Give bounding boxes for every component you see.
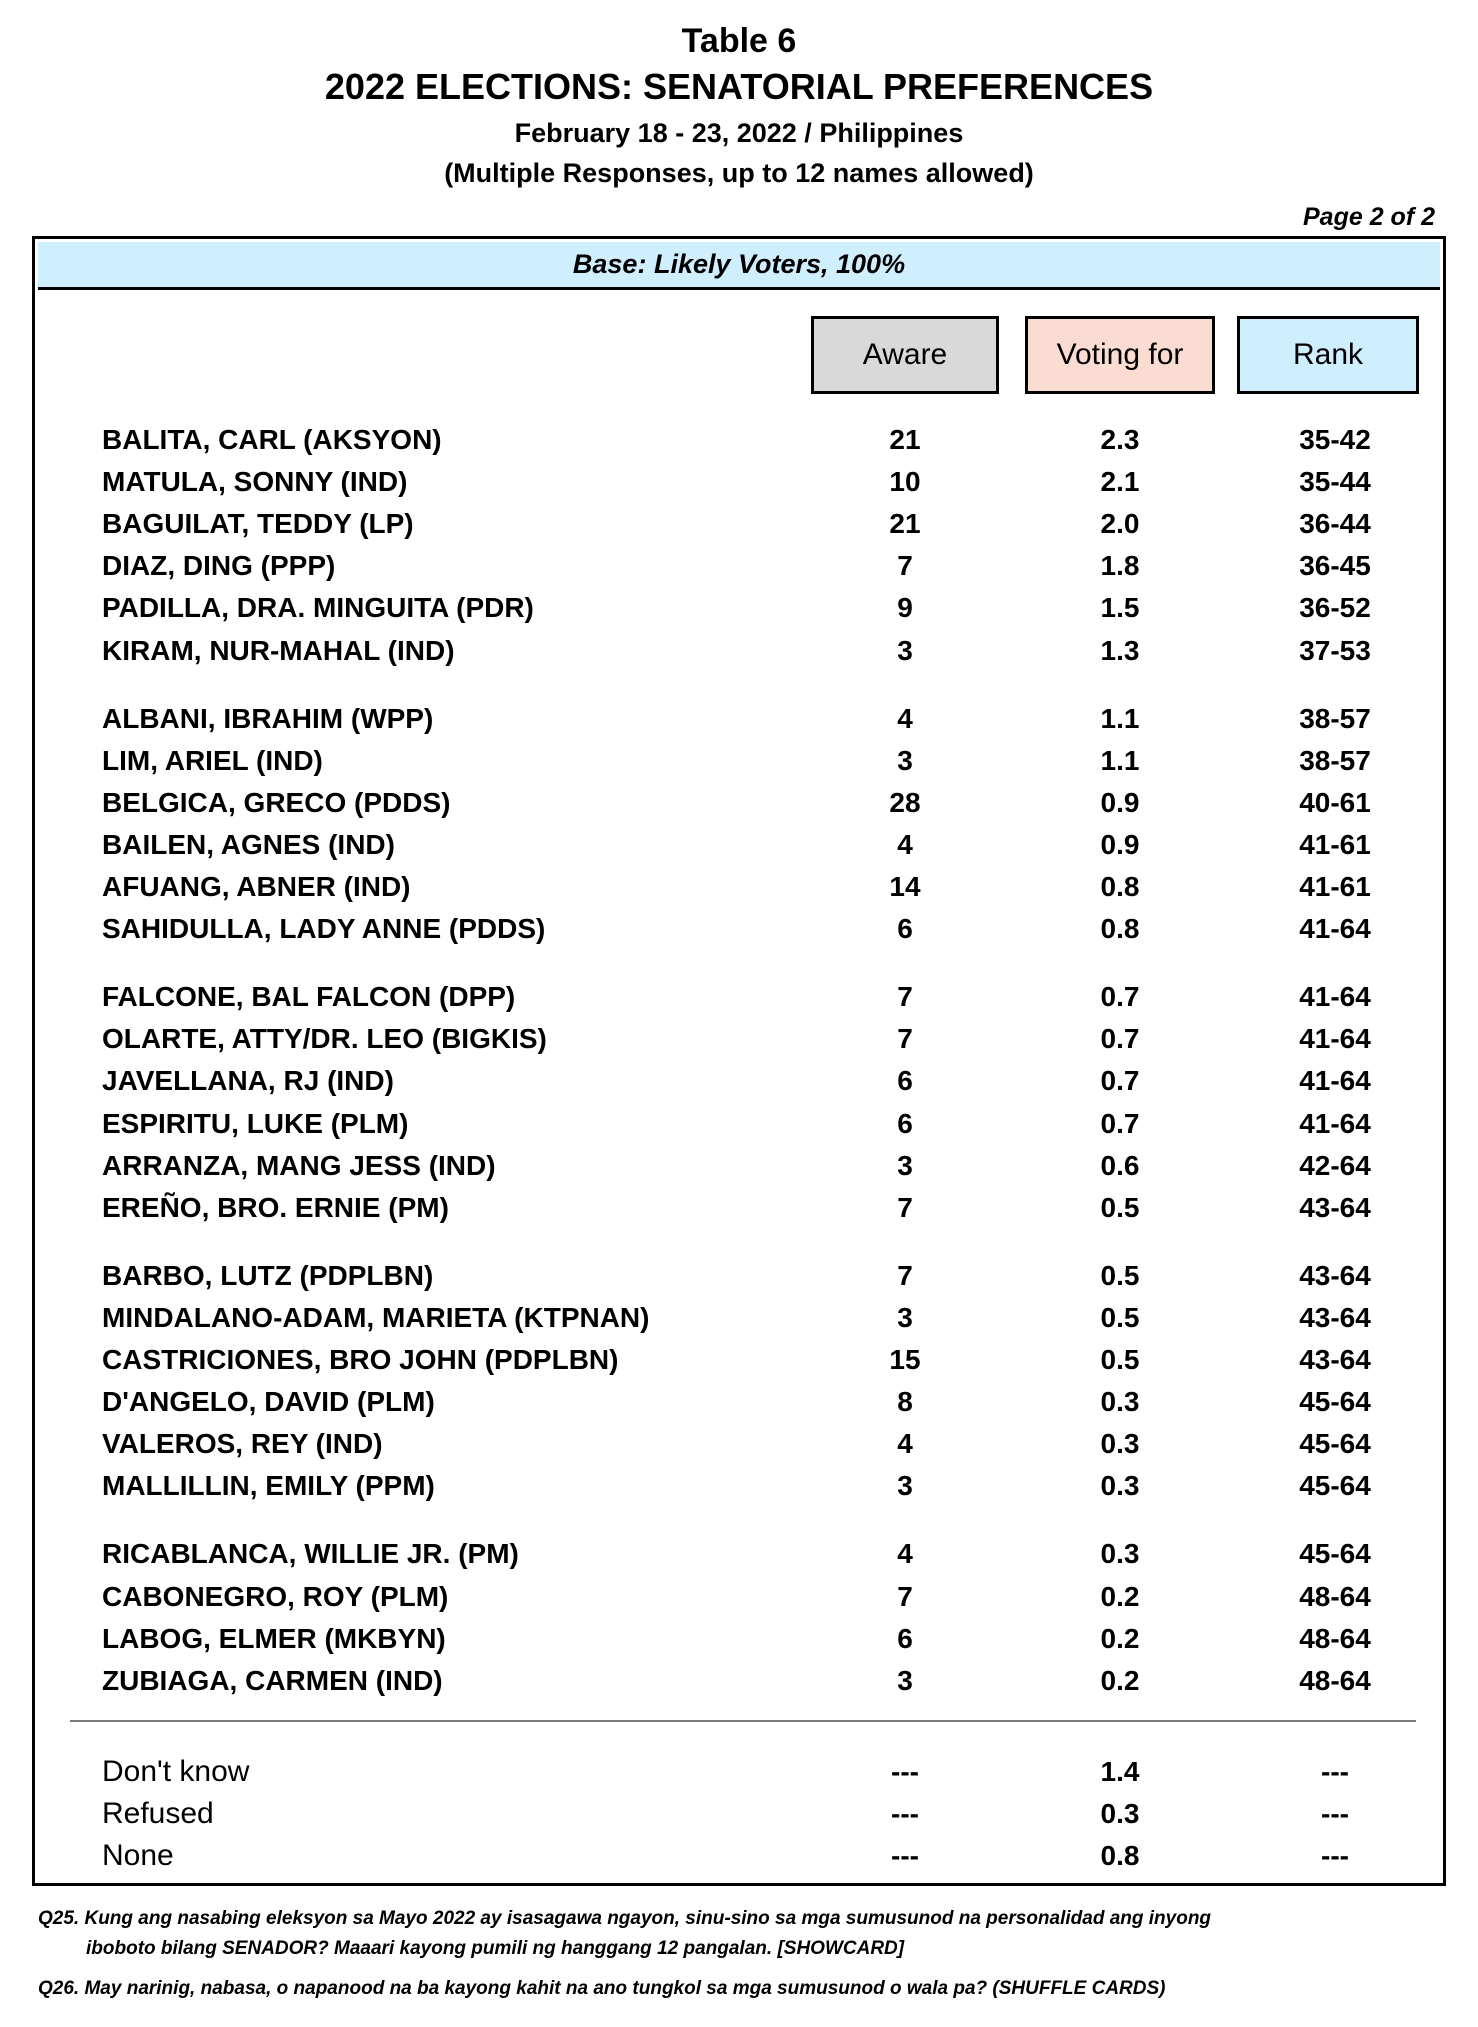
table-row: [35, 1618, 1443, 1660]
rank-value: 38-57: [1299, 744, 1371, 776]
aware-value: 4: [897, 1538, 913, 1570]
candidate-name: BAILEN, AGNES (IND): [102, 828, 395, 860]
summary-row: [35, 1751, 1443, 1793]
table-row: [35, 908, 1443, 950]
table-row: [35, 740, 1443, 782]
aware-value: ---: [891, 1756, 919, 1787]
rank-value: 35-44: [1299, 466, 1371, 498]
candidate-name: BALITA, CARL (AKSYON): [102, 424, 442, 455]
rank-value: ---: [1321, 1798, 1349, 1829]
voting-value: 0.6: [1100, 1149, 1140, 1181]
table-row: [35, 1533, 1443, 1575]
rank-value: 41-64: [1299, 1065, 1371, 1097]
table-row: [35, 419, 1443, 461]
voting-value: 1.3: [1100, 634, 1140, 666]
table-row: [35, 1187, 1443, 1229]
candidate-name: MINDALANO-ADAM, MARIETA (KTPNAN): [102, 1301, 650, 1333]
voting-value: 0.2: [1100, 1580, 1140, 1612]
voting-value: 1.8: [1100, 550, 1140, 582]
candidate-name: FALCONE, BAL FALCON (DPP): [102, 981, 516, 1013]
rank-value: 41-61: [1299, 871, 1371, 902]
voting-value: 0.7: [1100, 1023, 1140, 1055]
aware-value: 4: [897, 828, 913, 860]
aware-value: 3: [897, 744, 913, 776]
aware-value: 9: [897, 592, 913, 624]
candidate-name: BAGUILAT, TEDDY (LP): [102, 508, 414, 540]
column-header-rank: Rank: [1237, 316, 1419, 394]
candidate-name: EREÑO, BRO. ERNIE (PM): [102, 1191, 449, 1223]
aware-value: 21: [889, 508, 921, 540]
table-row: [35, 1423, 1443, 1465]
candidate-name: BARBO, LUTZ (PDPLBN): [102, 1259, 434, 1291]
candidate-name: AFUANG, ABNER (IND): [102, 871, 411, 902]
rank-value: 36-45: [1299, 550, 1371, 582]
table-row: [35, 782, 1443, 824]
rank-value: 43-64: [1299, 1301, 1371, 1333]
table-row: [35, 866, 1443, 908]
candidate-name: OLARTE, ATTY/DR. LEO (BIGKIS): [102, 1023, 547, 1055]
table-row: [35, 1060, 1443, 1102]
voting-value: 0.5: [1100, 1259, 1140, 1291]
aware-value: 15: [889, 1344, 921, 1375]
page-title: 2022 ELECTIONS: SENATORIAL PREFERENCES: [324, 66, 1154, 107]
rank-value: 35-42: [1299, 424, 1371, 455]
table-row: [35, 1018, 1443, 1060]
voting-value: 0.8: [1100, 913, 1140, 945]
table-row: [35, 824, 1443, 866]
candidate-name: ZUBIAGA, CARMEN (IND): [102, 1664, 443, 1696]
rank-value: 37-53: [1299, 634, 1371, 666]
table-row: [35, 698, 1443, 740]
rank-value: 45-64: [1299, 1386, 1371, 1418]
table-row: [35, 545, 1443, 587]
voting-value: 0.3: [1100, 1428, 1140, 1460]
voting-value: 0.3: [1100, 1538, 1140, 1570]
table-row: [35, 1339, 1443, 1381]
voting-value: 0.2: [1100, 1622, 1140, 1654]
footnote-q25-continued: iboboto bilang SENADOR? Maaari kayong pumili ng hanggang 12 pangalan. [SHOWCARD]: [86, 1938, 905, 1959]
aware-value: 3: [897, 1470, 913, 1502]
footnote-q25: Q25. Kung ang nasabing eleksyon sa Mayo 2022 ay isasagawa ngayon, sinu-sino sa mga sumusunod na personalidad ang inyong: [38, 1908, 1212, 1929]
voting-value: 0.2: [1100, 1664, 1140, 1696]
table-row: [35, 976, 1443, 1018]
rank-value: 41-61: [1299, 828, 1371, 860]
response-note: (Multiple Responses, up to 12 names allowed): [444, 158, 1034, 188]
voting-value: 0.7: [1100, 1065, 1140, 1097]
divider: [70, 1720, 1416, 1722]
candidate-name: LABOG, ELMER (MKBYN): [102, 1622, 446, 1654]
candidate-name: BELGICA, GRECO (PDDS): [102, 786, 451, 818]
aware-value: 6: [897, 1622, 913, 1654]
rank-value: 41-64: [1299, 981, 1371, 1013]
voting-value: 2.0: [1100, 508, 1140, 540]
aware-value: 10: [889, 466, 921, 498]
voting-value: 1.1: [1100, 702, 1140, 734]
voting-value: 0.9: [1100, 786, 1140, 818]
aware-value: 4: [897, 702, 913, 734]
candidate-name: JAVELLANA, RJ (IND): [102, 1065, 394, 1097]
column-header-voting-for: Voting for: [1025, 316, 1215, 394]
column-header-aware: Aware: [811, 316, 999, 394]
rank-value: 48-64: [1299, 1664, 1371, 1696]
aware-value: 28: [889, 786, 921, 818]
footnote-q26: Q26. May narinig, nabasa, o napanood na ba kayong kahit na ano tungkol sa mga sumusunod o wala pa? (SHUFFLE CARDS): [38, 1978, 1166, 1999]
aware-value: 8: [897, 1386, 913, 1418]
aware-value: 7: [897, 1259, 913, 1291]
aware-value: 7: [897, 1580, 913, 1612]
candidate-name: D'ANGELO, DAVID (PLM): [102, 1386, 435, 1418]
rank-value: 38-57: [1299, 702, 1371, 734]
rank-value: 41-64: [1299, 1023, 1371, 1055]
date-location: February 18 - 23, 2022 / Philippines: [514, 118, 964, 148]
aware-value: 14: [889, 871, 921, 902]
voting-value: 1.4: [1100, 1756, 1140, 1787]
rank-value: 41-64: [1299, 913, 1371, 945]
candidate-name: PADILLA, DRA. MINGUITA (PDR): [102, 592, 534, 624]
table-row: [35, 1465, 1443, 1507]
aware-value: 6: [897, 1065, 913, 1097]
voting-value: 1.5: [1100, 592, 1140, 624]
summary-label: Don't know: [102, 1755, 250, 1788]
rank-value: 43-64: [1299, 1259, 1371, 1291]
voting-value: 0.7: [1100, 981, 1140, 1013]
candidate-name: RICABLANCA, WILLIE JR. (PM): [102, 1538, 519, 1570]
table-row: [35, 1576, 1443, 1618]
table-row: [35, 1660, 1443, 1702]
candidate-name: VALEROS, REY (IND): [102, 1428, 383, 1460]
base-banner: Base: Likely Voters, 100%: [38, 242, 1440, 290]
voting-value: 2.3: [1100, 424, 1140, 455]
candidate-name: MALLILLIN, EMILY (PPM): [102, 1470, 435, 1502]
summary-row: [35, 1835, 1443, 1877]
table-label: Table 6: [681, 22, 797, 60]
candidate-name: ALBANI, IBRAHIM (WPP): [102, 702, 434, 734]
voting-value: 0.8: [1100, 1840, 1140, 1871]
page-indicator: Page 2 of 2: [1303, 203, 1435, 231]
summary-label: None: [102, 1839, 174, 1872]
rank-value: 43-64: [1299, 1344, 1371, 1375]
results-table: [32, 236, 1446, 1886]
table-row: [35, 587, 1443, 629]
rank-value: 40-61: [1299, 786, 1371, 818]
aware-value: 6: [897, 913, 913, 945]
candidate-name: CASTRICIONES, BRO JOHN (PDPLBN): [102, 1344, 619, 1375]
voting-value: 0.5: [1100, 1301, 1140, 1333]
candidate-name: MATULA, SONNY (IND): [102, 466, 408, 498]
aware-value: 7: [897, 550, 913, 582]
voting-value: 0.3: [1100, 1798, 1140, 1829]
rank-value: ---: [1321, 1840, 1349, 1871]
rank-value: 43-64: [1299, 1191, 1371, 1223]
voting-value: 0.8: [1100, 871, 1140, 902]
aware-value: 21: [889, 424, 921, 455]
rank-value: 42-64: [1299, 1149, 1371, 1181]
candidate-name: KIRAM, NUR-MAHAL (IND): [102, 634, 455, 666]
candidate-name: SAHIDULLA, LADY ANNE (PDDS): [102, 913, 546, 945]
aware-value: 7: [897, 1023, 913, 1055]
aware-value: ---: [891, 1798, 919, 1829]
table-row: [35, 1381, 1443, 1423]
table-row: [35, 1103, 1443, 1145]
voting-value: 0.9: [1100, 828, 1140, 860]
rank-value: 48-64: [1299, 1622, 1371, 1654]
aware-value: 3: [897, 1664, 913, 1696]
voting-value: 0.5: [1100, 1344, 1140, 1375]
aware-value: 7: [897, 981, 913, 1013]
aware-value: 3: [897, 634, 913, 666]
candidate-name: ARRANZA, MANG JESS (IND): [102, 1149, 496, 1181]
rank-value: 41-64: [1299, 1107, 1371, 1139]
rank-value: 36-52: [1299, 592, 1371, 624]
table-row: [35, 1145, 1443, 1187]
aware-value: 3: [897, 1149, 913, 1181]
aware-value: 7: [897, 1191, 913, 1223]
candidate-name: CABONEGRO, ROY (PLM): [102, 1580, 449, 1612]
voting-value: 1.1: [1100, 744, 1140, 776]
aware-value: 4: [897, 1428, 913, 1460]
candidate-name: ESPIRITU, LUKE (PLM): [102, 1107, 409, 1139]
aware-value: ---: [891, 1840, 919, 1871]
voting-value: 0.3: [1100, 1470, 1140, 1502]
candidate-name: DIAZ, DING (PPP): [102, 550, 336, 582]
rank-value: 45-64: [1299, 1538, 1371, 1570]
table-row: [35, 1255, 1443, 1297]
table-row: [35, 503, 1443, 545]
summary-label: Refused: [102, 1797, 214, 1830]
aware-value: 6: [897, 1107, 913, 1139]
rank-value: 36-44: [1299, 508, 1371, 540]
voting-value: 0.7: [1100, 1107, 1140, 1139]
voting-value: 0.3: [1100, 1386, 1140, 1418]
rank-value: 45-64: [1299, 1428, 1371, 1460]
rank-value: 45-64: [1299, 1470, 1371, 1502]
voting-value: 0.5: [1100, 1191, 1140, 1223]
voting-value: 2.1: [1100, 466, 1140, 498]
table-row: [35, 630, 1443, 672]
table-row: [35, 1297, 1443, 1339]
table-row: [35, 461, 1443, 503]
rank-value: 48-64: [1299, 1580, 1371, 1612]
summary-row: [35, 1793, 1443, 1835]
candidate-name: LIM, ARIEL (IND): [102, 744, 323, 776]
aware-value: 3: [897, 1301, 913, 1333]
rank-value: ---: [1321, 1756, 1349, 1787]
